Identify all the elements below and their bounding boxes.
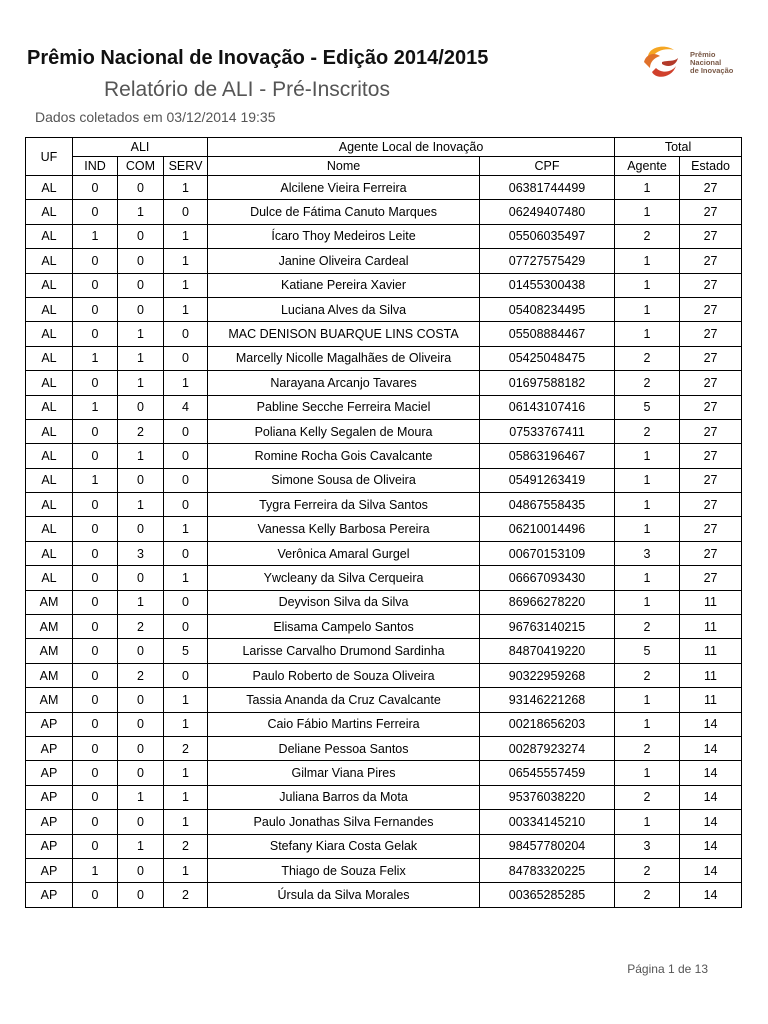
cell-com: 1 — [118, 834, 164, 858]
cell-serv: 2 — [164, 736, 208, 760]
cell-cpf: 00670153109 — [480, 541, 615, 565]
cell-ind: 0 — [73, 761, 118, 785]
table-row — [26, 639, 742, 663]
cell-estado: 27 — [680, 224, 742, 248]
cell-serv: 0 — [164, 200, 208, 224]
col-com-header: COM — [118, 157, 164, 176]
table-row — [26, 785, 742, 809]
cell-cpf: 06210014496 — [480, 517, 615, 541]
cell-agente: 1 — [615, 249, 680, 273]
cell-ind: 0 — [73, 736, 118, 760]
col-group-total: Total — [615, 138, 742, 157]
cell-agente: 1 — [615, 566, 680, 590]
cell-agente: 1 — [615, 200, 680, 224]
cell-cpf: 04867558435 — [480, 493, 615, 517]
table-row — [26, 200, 742, 224]
table-row — [26, 712, 742, 736]
table-row — [26, 834, 742, 858]
cell-nome: Stefany Kiara Costa Gelak — [208, 834, 480, 858]
cell-nome: Alcilene Vieira Ferreira — [208, 176, 480, 200]
cell-uf: AL — [26, 371, 73, 395]
cell-serv: 1 — [164, 761, 208, 785]
cell-estado: 27 — [680, 444, 742, 468]
cell-nome: Verônica Amaral Gurgel — [208, 541, 480, 565]
cell-cpf: 93146221268 — [480, 688, 615, 712]
cell-cpf: 00218656203 — [480, 712, 615, 736]
cell-estado: 11 — [680, 615, 742, 639]
cell-com: 0 — [118, 688, 164, 712]
cell-com: 1 — [118, 444, 164, 468]
logo-line-3: de Inovação — [690, 66, 734, 75]
cell-agente: 2 — [615, 346, 680, 370]
cell-serv: 0 — [164, 419, 208, 443]
cell-ind: 0 — [73, 273, 118, 297]
cell-com: 1 — [118, 322, 164, 346]
cell-com: 0 — [118, 297, 164, 321]
cell-serv: 1 — [164, 224, 208, 248]
cell-estado: 14 — [680, 858, 742, 882]
cell-serv: 1 — [164, 371, 208, 395]
cell-nome: Juliana Barros da Mota — [208, 785, 480, 809]
cell-ind: 0 — [73, 785, 118, 809]
cell-ind: 0 — [73, 322, 118, 346]
cell-serv: 1 — [164, 297, 208, 321]
cell-uf: AL — [26, 273, 73, 297]
cell-uf: AL — [26, 224, 73, 248]
cell-cpf: 00287923274 — [480, 736, 615, 760]
cell-uf: AL — [26, 493, 73, 517]
cell-agente: 1 — [615, 761, 680, 785]
table-row — [26, 224, 742, 248]
cell-estado: 27 — [680, 517, 742, 541]
cell-cpf: 07533767411 — [480, 419, 615, 443]
cell-com: 1 — [118, 785, 164, 809]
cell-ind: 0 — [73, 663, 118, 687]
cell-uf: AL — [26, 297, 73, 321]
table-row — [26, 249, 742, 273]
cell-uf: AL — [26, 419, 73, 443]
cell-agente: 3 — [615, 834, 680, 858]
cell-com: 1 — [118, 200, 164, 224]
cell-com: 0 — [118, 468, 164, 492]
cell-serv: 4 — [164, 395, 208, 419]
cell-ind: 0 — [73, 688, 118, 712]
cell-ind: 0 — [73, 419, 118, 443]
cell-uf: AL — [26, 566, 73, 590]
logo-text — [690, 51, 733, 75]
cell-estado: 27 — [680, 566, 742, 590]
cell-nome: Úrsula da Silva Morales — [208, 883, 480, 907]
col-estado-header: Estado — [680, 157, 742, 176]
cell-nome: Deliane Pessoa Santos — [208, 736, 480, 760]
cell-agente: 2 — [615, 663, 680, 687]
table-row — [26, 810, 742, 834]
cell-estado: 11 — [680, 663, 742, 687]
cell-serv: 1 — [164, 249, 208, 273]
cell-nome: Larisse Carvalho Drumond Sardinha — [208, 639, 480, 663]
table-row — [26, 493, 742, 517]
cell-agente: 2 — [615, 224, 680, 248]
table-row — [26, 761, 742, 785]
cell-agente: 1 — [615, 712, 680, 736]
cell-ind: 0 — [73, 615, 118, 639]
cell-ind: 0 — [73, 834, 118, 858]
table-row — [26, 444, 742, 468]
cell-agente: 1 — [615, 273, 680, 297]
logo — [640, 42, 740, 82]
cell-uf: AL — [26, 249, 73, 273]
cell-uf: AL — [26, 468, 73, 492]
cell-agente: 2 — [615, 883, 680, 907]
cell-cpf: 96763140215 — [480, 615, 615, 639]
cell-serv: 0 — [164, 444, 208, 468]
cell-nome: Simone Sousa de Oliveira — [208, 468, 480, 492]
cell-ind: 0 — [73, 297, 118, 321]
header-row-groups — [26, 138, 742, 157]
cell-uf: AL — [26, 517, 73, 541]
table-row — [26, 517, 742, 541]
cell-cpf: 06545557459 — [480, 761, 615, 785]
cell-com: 0 — [118, 761, 164, 785]
cell-cpf: 01697588182 — [480, 371, 615, 395]
cell-uf: AL — [26, 176, 73, 200]
cell-ind: 0 — [73, 371, 118, 395]
cell-ind: 0 — [73, 810, 118, 834]
table-row — [26, 736, 742, 760]
cell-cpf: 06667093430 — [480, 566, 615, 590]
cell-uf: AM — [26, 663, 73, 687]
cell-cpf: 86966278220 — [480, 590, 615, 614]
cell-cpf: 98457780204 — [480, 834, 615, 858]
cell-serv: 0 — [164, 468, 208, 492]
cell-uf: AL — [26, 346, 73, 370]
cell-estado: 27 — [680, 200, 742, 224]
cell-nome: Dulce de Fátima Canuto Marques — [208, 200, 480, 224]
cell-serv: 1 — [164, 785, 208, 809]
table-row — [26, 273, 742, 297]
cell-ind: 1 — [73, 468, 118, 492]
col-uf-header: UF — [26, 138, 73, 176]
cell-ind: 0 — [73, 883, 118, 907]
cell-com: 2 — [118, 419, 164, 443]
cell-agente: 1 — [615, 176, 680, 200]
cell-agente: 1 — [615, 810, 680, 834]
table-row — [26, 322, 742, 346]
cell-uf: AP — [26, 712, 73, 736]
cell-ind: 0 — [73, 566, 118, 590]
cell-com: 0 — [118, 273, 164, 297]
cell-nome: Paulo Jonathas Silva Fernandes — [208, 810, 480, 834]
cell-estado: 14 — [680, 712, 742, 736]
cell-estado: 11 — [680, 590, 742, 614]
cell-nome: Romine Rocha Gois Cavalcante — [208, 444, 480, 468]
cell-ind: 1 — [73, 858, 118, 882]
cell-serv: 2 — [164, 883, 208, 907]
cell-ind: 0 — [73, 444, 118, 468]
col-ind-header: IND — [73, 157, 118, 176]
cell-serv: 1 — [164, 176, 208, 200]
cell-agente: 1 — [615, 444, 680, 468]
table-row — [26, 371, 742, 395]
col-serv-header: SERV — [164, 157, 208, 176]
cell-agente: 1 — [615, 297, 680, 321]
cell-estado: 27 — [680, 493, 742, 517]
cell-estado: 27 — [680, 176, 742, 200]
col-cpf-header: CPF — [480, 157, 615, 176]
cell-estado: 27 — [680, 468, 742, 492]
cell-cpf: 05425048475 — [480, 346, 615, 370]
cell-ind: 0 — [73, 541, 118, 565]
cell-serv: 2 — [164, 834, 208, 858]
cell-nome: Elisama Campelo Santos — [208, 615, 480, 639]
cell-estado: 27 — [680, 297, 742, 321]
cell-serv: 0 — [164, 663, 208, 687]
collection-date: Dados coletados em 03/12/2014 19:35 — [35, 109, 276, 125]
cell-cpf: 84870419220 — [480, 639, 615, 663]
cell-cpf: 06143107416 — [480, 395, 615, 419]
cell-agente: 1 — [615, 517, 680, 541]
cell-agente: 2 — [615, 785, 680, 809]
col-group-agente: Agente Local de Inovação — [208, 138, 615, 157]
cell-agente: 2 — [615, 858, 680, 882]
cell-cpf: 06381744499 — [480, 176, 615, 200]
cell-uf: AP — [26, 858, 73, 882]
cell-com: 0 — [118, 736, 164, 760]
cell-serv: 0 — [164, 615, 208, 639]
cell-serv: 1 — [164, 566, 208, 590]
logo-line-1: Prêmio — [690, 50, 716, 59]
cell-nome: Luciana Alves da Silva — [208, 297, 480, 321]
cell-serv: 5 — [164, 639, 208, 663]
cell-estado: 27 — [680, 273, 742, 297]
cell-agente: 5 — [615, 395, 680, 419]
cell-com: 1 — [118, 493, 164, 517]
cell-com: 0 — [118, 517, 164, 541]
cell-uf: AL — [26, 200, 73, 224]
table-row — [26, 566, 742, 590]
table-row — [26, 663, 742, 687]
cell-uf: AP — [26, 883, 73, 907]
cell-serv: 1 — [164, 688, 208, 712]
cell-serv: 0 — [164, 541, 208, 565]
table-row — [26, 346, 742, 370]
cell-estado: 27 — [680, 371, 742, 395]
cell-com: 0 — [118, 176, 164, 200]
cell-serv: 1 — [164, 273, 208, 297]
cell-estado: 11 — [680, 688, 742, 712]
table-body — [26, 176, 742, 908]
cell-ind: 0 — [73, 590, 118, 614]
cell-cpf: 06249407480 — [480, 200, 615, 224]
cell-uf: AL — [26, 444, 73, 468]
cell-uf: AM — [26, 590, 73, 614]
cell-com: 0 — [118, 395, 164, 419]
cell-ind: 0 — [73, 493, 118, 517]
table-row — [26, 468, 742, 492]
cell-com: 3 — [118, 541, 164, 565]
cell-nome: Janine Oliveira Cardeal — [208, 249, 480, 273]
cell-uf: AL — [26, 395, 73, 419]
cell-com: 0 — [118, 639, 164, 663]
cell-estado: 14 — [680, 810, 742, 834]
cell-com: 0 — [118, 566, 164, 590]
cell-estado: 27 — [680, 395, 742, 419]
table-row — [26, 395, 742, 419]
cell-nome: Vanessa Kelly Barbosa Pereira — [208, 517, 480, 541]
cell-serv: 1 — [164, 810, 208, 834]
cell-estado: 11 — [680, 639, 742, 663]
cell-cpf: 90322959268 — [480, 663, 615, 687]
cell-estado: 14 — [680, 834, 742, 858]
cell-ind: 1 — [73, 395, 118, 419]
cell-com: 1 — [118, 346, 164, 370]
cell-cpf: 00334145210 — [480, 810, 615, 834]
cell-serv: 1 — [164, 712, 208, 736]
cell-com: 1 — [118, 371, 164, 395]
table-row — [26, 541, 742, 565]
cell-cpf: 07727575429 — [480, 249, 615, 273]
cell-estado: 14 — [680, 761, 742, 785]
cell-cpf: 05508884467 — [480, 322, 615, 346]
cell-nome: Paulo Roberto de Souza Oliveira — [208, 663, 480, 687]
cell-serv: 0 — [164, 590, 208, 614]
cell-ind: 0 — [73, 712, 118, 736]
cell-uf: AL — [26, 322, 73, 346]
cell-uf: AL — [26, 541, 73, 565]
cell-uf: AP — [26, 785, 73, 809]
cell-ind: 1 — [73, 346, 118, 370]
col-agente-header: Agente — [615, 157, 680, 176]
table-row — [26, 883, 742, 907]
cell-agente: 1 — [615, 468, 680, 492]
cell-com: 0 — [118, 858, 164, 882]
cell-com: 2 — [118, 615, 164, 639]
table-row — [26, 590, 742, 614]
table-row — [26, 176, 742, 200]
cell-agente: 1 — [615, 322, 680, 346]
cell-serv: 0 — [164, 493, 208, 517]
cell-cpf: 84783320225 — [480, 858, 615, 882]
cell-agente: 1 — [615, 590, 680, 614]
cell-agente: 2 — [615, 615, 680, 639]
cell-nome: Poliana Kelly Segalen de Moura — [208, 419, 480, 443]
cell-uf: AP — [26, 736, 73, 760]
cell-uf: AP — [26, 761, 73, 785]
cell-ind: 0 — [73, 176, 118, 200]
report-table — [25, 137, 742, 908]
cell-uf: AP — [26, 810, 73, 834]
cell-com: 2 — [118, 663, 164, 687]
cell-com: 1 — [118, 590, 164, 614]
cell-agente: 3 — [615, 541, 680, 565]
logo-line-2: Nacional — [690, 58, 722, 67]
cell-nome: Katiane Pereira Xavier — [208, 273, 480, 297]
cell-nome: Deyvison Silva da Silva — [208, 590, 480, 614]
page-number: Página 1 de 13 — [627, 962, 708, 976]
table-row — [26, 858, 742, 882]
table-row — [26, 297, 742, 321]
cell-cpf: 00365285285 — [480, 883, 615, 907]
table-row — [26, 615, 742, 639]
cell-nome: Tassia Ananda da Cruz Cavalcante — [208, 688, 480, 712]
cell-agente: 2 — [615, 736, 680, 760]
cell-ind: 0 — [73, 249, 118, 273]
cell-estado: 27 — [680, 419, 742, 443]
cell-cpf: 05863196467 — [480, 444, 615, 468]
cell-uf: AP — [26, 834, 73, 858]
cell-nome: MAC DENISON BUARQUE LINS COSTA — [208, 322, 480, 346]
cell-estado: 14 — [680, 883, 742, 907]
logo-mark-icon — [640, 42, 684, 82]
cell-serv: 0 — [164, 346, 208, 370]
cell-nome: Ícaro Thoy Medeiros Leite — [208, 224, 480, 248]
cell-com: 0 — [118, 810, 164, 834]
cell-estado: 27 — [680, 346, 742, 370]
cell-ind: 0 — [73, 200, 118, 224]
report-subtitle: Relatório de ALI - Pré-Inscritos — [104, 78, 390, 101]
table-row — [26, 688, 742, 712]
cell-agente: 1 — [615, 493, 680, 517]
cell-nome: Pabline Secche Ferreira Maciel — [208, 395, 480, 419]
cell-com: 0 — [118, 249, 164, 273]
cell-serv: 1 — [164, 517, 208, 541]
cell-nome: Gilmar Viana Pires — [208, 761, 480, 785]
header-row-columns — [26, 157, 742, 176]
cell-nome: Ywcleany da Silva Cerqueira — [208, 566, 480, 590]
cell-cpf: 05506035497 — [480, 224, 615, 248]
col-nome-header: Nome — [208, 157, 480, 176]
cell-ind: 1 — [73, 224, 118, 248]
cell-com: 0 — [118, 224, 164, 248]
cell-uf: AM — [26, 688, 73, 712]
cell-estado: 14 — [680, 736, 742, 760]
cell-nome: Thiago de Souza Felix — [208, 858, 480, 882]
page-title: Prêmio Nacional de Inovação - Edição 2014/2015 — [27, 47, 489, 69]
cell-nome: Marcelly Nicolle Magalhães de Oliveira — [208, 346, 480, 370]
cell-com: 0 — [118, 883, 164, 907]
cell-agente: 2 — [615, 371, 680, 395]
cell-nome: Narayana Arcanjo Tavares — [208, 371, 480, 395]
cell-cpf: 95376038220 — [480, 785, 615, 809]
cell-uf: AM — [26, 615, 73, 639]
cell-uf: AM — [26, 639, 73, 663]
cell-estado: 14 — [680, 785, 742, 809]
cell-estado: 27 — [680, 541, 742, 565]
cell-nome: Tygra Ferreira da Silva Santos — [208, 493, 480, 517]
cell-serv: 1 — [164, 858, 208, 882]
cell-cpf: 05491263419 — [480, 468, 615, 492]
cell-cpf: 05408234495 — [480, 297, 615, 321]
cell-estado: 27 — [680, 249, 742, 273]
cell-ind: 0 — [73, 517, 118, 541]
cell-serv: 0 — [164, 322, 208, 346]
cell-estado: 27 — [680, 322, 742, 346]
cell-agente: 2 — [615, 419, 680, 443]
cell-agente: 5 — [615, 639, 680, 663]
col-group-ali: ALI — [73, 138, 208, 157]
table-row — [26, 419, 742, 443]
cell-agente: 1 — [615, 688, 680, 712]
cell-com: 0 — [118, 712, 164, 736]
cell-cpf: 01455300438 — [480, 273, 615, 297]
cell-ind: 0 — [73, 639, 118, 663]
cell-nome: Caio Fábio Martins Ferreira — [208, 712, 480, 736]
